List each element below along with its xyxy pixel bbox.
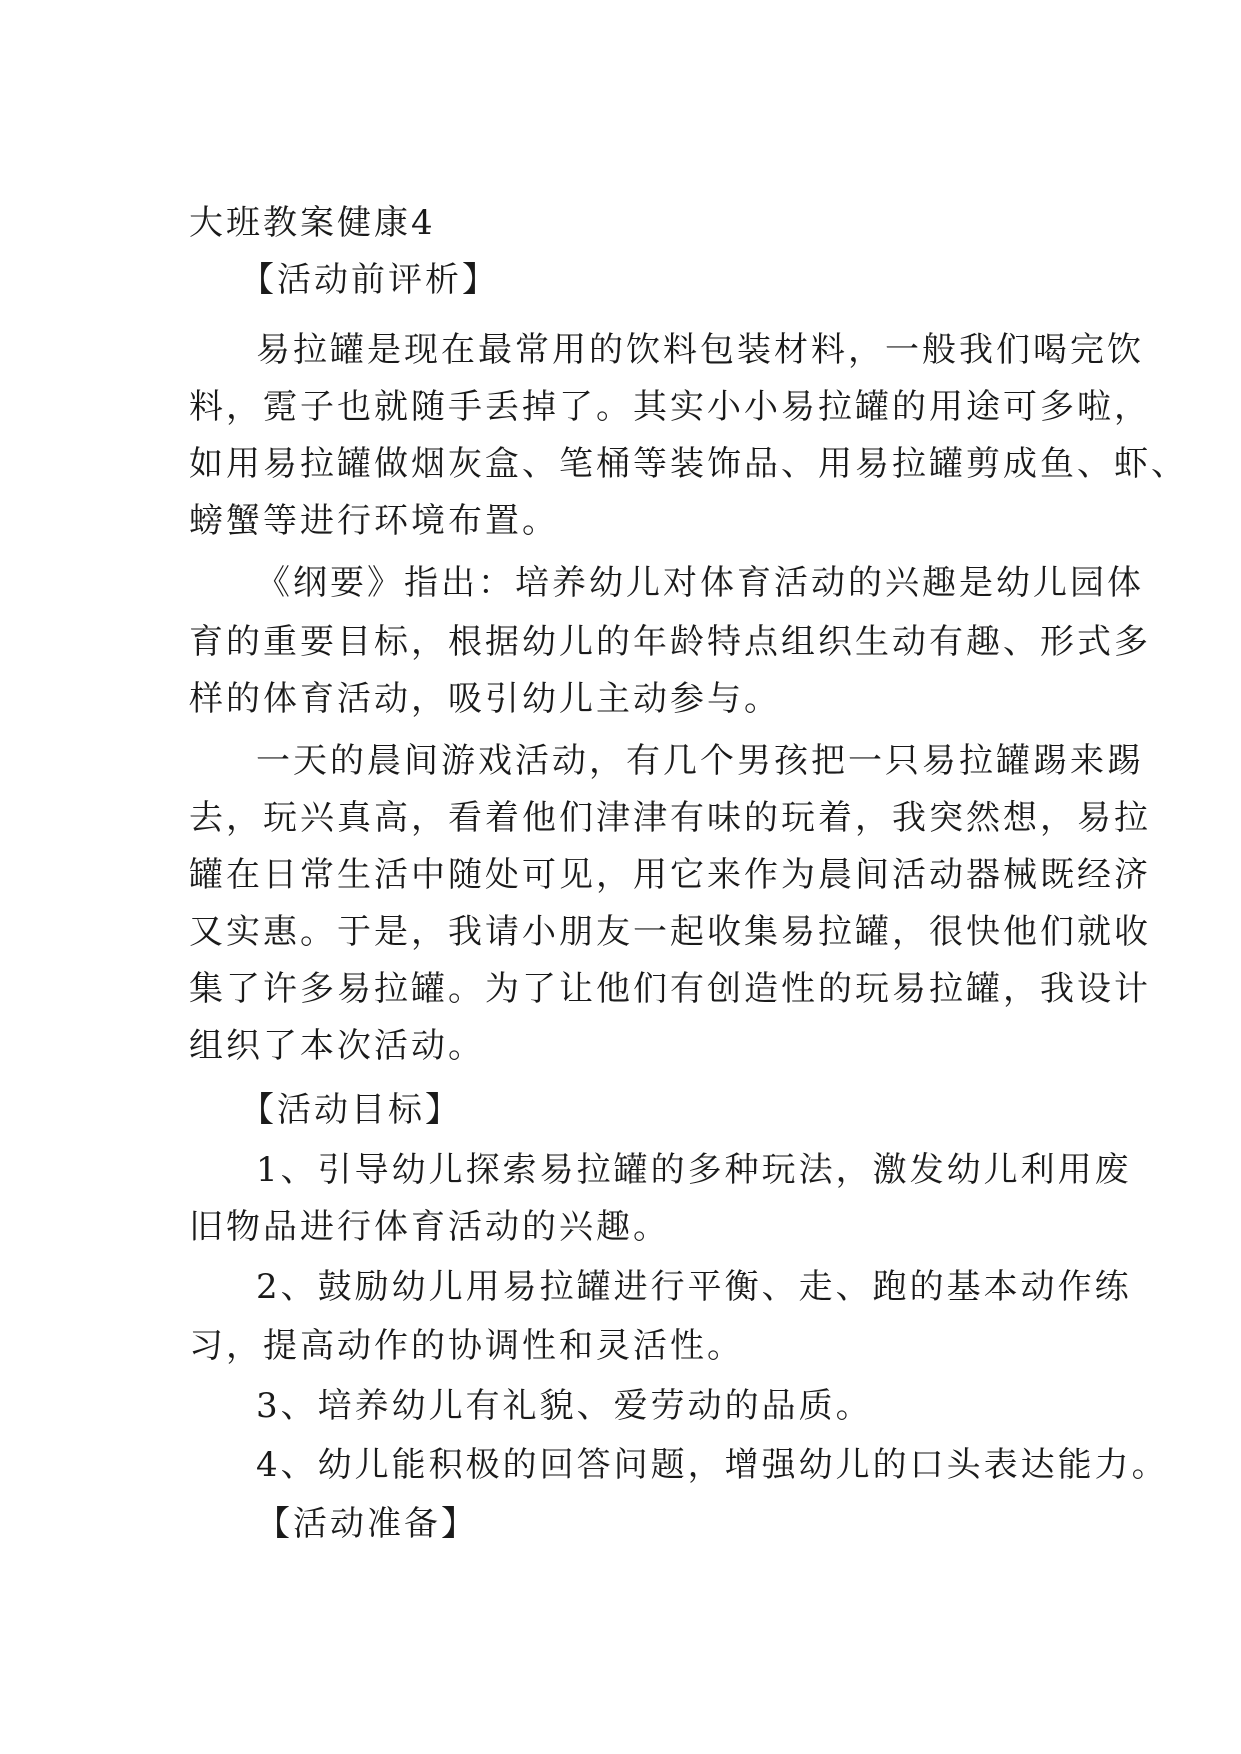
paragraph-line: 又实惠。于是，我请小朋友一起收集易拉罐，很快他们就收 bbox=[189, 912, 1151, 952]
paragraph-line: 料，霓子也就随手丢掉了。其实小小易拉罐的用途可多啦， bbox=[189, 387, 1151, 427]
paragraph-line: 罐在日常生活中随处可见，用它来作为晨间活动器械既经济 bbox=[189, 855, 1151, 895]
paragraph-line: 1、引导幼儿探索易拉罐的多种玩法，激发幼儿利用废 bbox=[256, 1150, 1132, 1190]
paragraph-line: 组织了本次活动。 bbox=[189, 1026, 485, 1066]
document-title: 大班教案健康4 bbox=[189, 203, 436, 243]
paragraph-line: 2、鼓励幼儿用易拉罐进行平衡、走、跑的基本动作练 bbox=[256, 1267, 1132, 1307]
paragraph-line: 习，提高动作的协调性和灵活性。 bbox=[189, 1326, 744, 1366]
paragraph-line: 一天的晨间游戏活动，有几个男孩把一只易拉罐踢来踢 bbox=[256, 741, 1144, 781]
section-heading-preparation: 【活动准备】 bbox=[256, 1504, 478, 1544]
paragraph-line: 集了许多易拉罐。为了让他们有创造性的玩易拉罐，我设计 bbox=[189, 969, 1151, 1009]
paragraph-line: 去，玩兴真高，看着他们津津有味的玩着，我突然想，易拉 bbox=[189, 798, 1151, 838]
paragraph-line: 4、幼儿能积极的回答问题，增强幼儿的口头表达能力。 bbox=[256, 1445, 1169, 1485]
paragraph-line: 螃蟹等进行环境布置。 bbox=[189, 501, 559, 541]
paragraph-line: 旧物品进行体育活动的兴趣。 bbox=[189, 1207, 670, 1247]
paragraph-line: 样的体育活动，吸引幼儿主动参与。 bbox=[189, 679, 781, 719]
paragraph-line: 易拉罐是现在最常用的饮料包装材料，一般我们喝完饮 bbox=[256, 330, 1144, 370]
paragraph-line: 育的重要目标，根据幼儿的年龄特点组织生动有趣、形式多 bbox=[189, 622, 1151, 662]
paragraph-line: 3、培养幼儿有礼貌、爱劳动的品质。 bbox=[256, 1386, 873, 1426]
paragraph-line: 《纲要》指出：培养幼儿对体育活动的兴趣是幼儿园体 bbox=[256, 563, 1144, 603]
section-heading-goals: 【活动目标】 bbox=[240, 1090, 462, 1130]
paragraph-line: 如用易拉罐做烟灰盒、笔桶等装饰品、用易拉罐剪成鱼、虾、 bbox=[189, 444, 1188, 484]
section-heading-pre-analysis: 【活动前评析】 bbox=[240, 260, 499, 300]
